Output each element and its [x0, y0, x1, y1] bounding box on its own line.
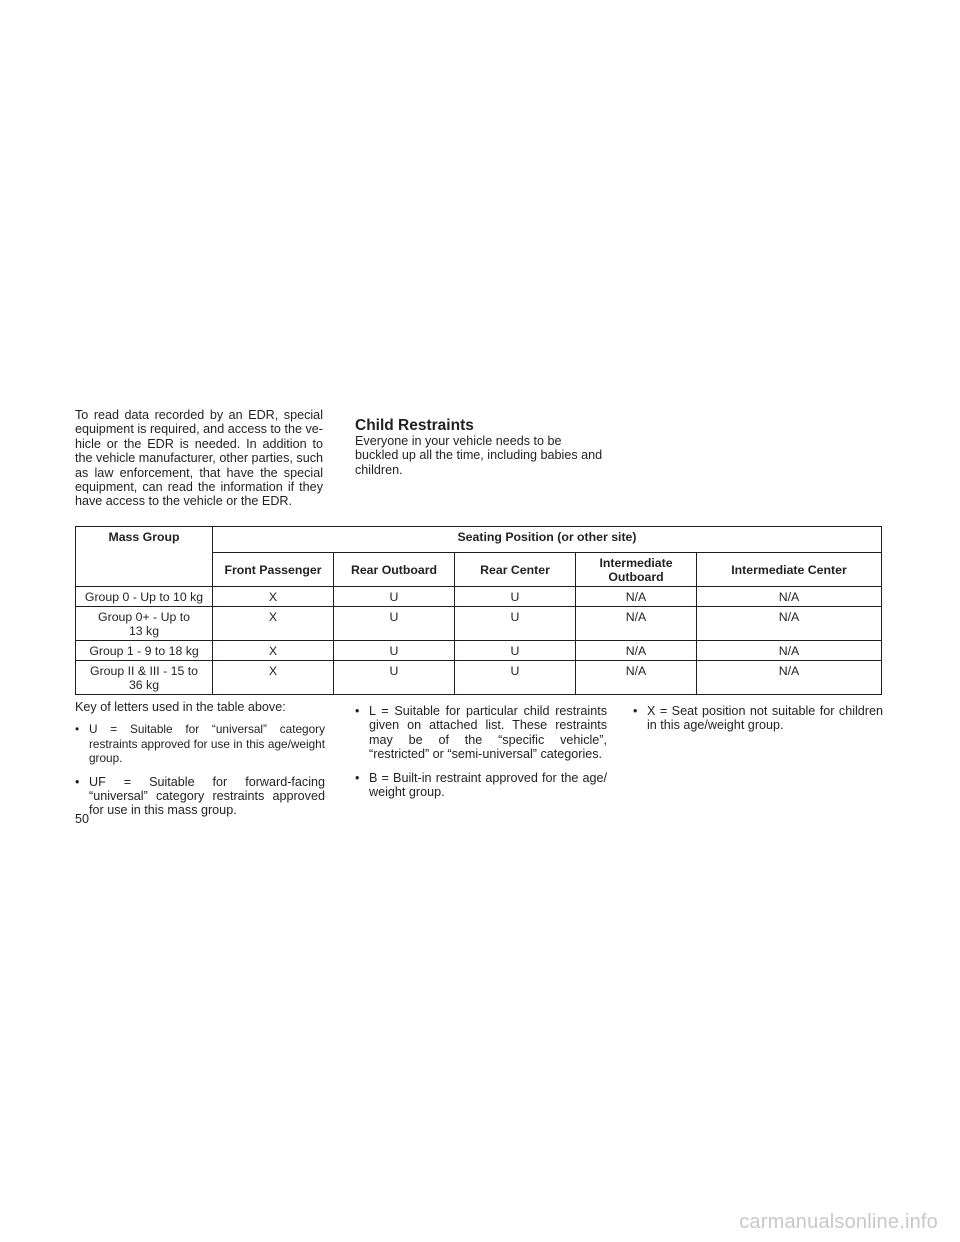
column-header: Intermediate Outboard [576, 553, 697, 587]
key-item-l [355, 704, 607, 762]
mass-group-cell: Group 0+ - Up to 13 kg [76, 607, 213, 641]
table-cell: X [213, 641, 334, 661]
table-cell: U [334, 661, 455, 695]
key-item-text: X = Seat position not suitable for children in this age/weight group. [647, 704, 883, 733]
column-header: Rear Outboard [334, 553, 455, 587]
mass-group-cell: Group 0 - Up to 10 kg [76, 587, 213, 607]
table-cell: U [334, 587, 455, 607]
key-column-3 [633, 704, 883, 742]
key-item-b [355, 771, 607, 800]
key-title: Key of letters used in the table above: [75, 700, 286, 714]
table-cell: X [213, 607, 334, 641]
key-item-x [633, 704, 883, 733]
mass-group-cell: Group II & III - 15 to 36 kg [76, 661, 213, 695]
key-item-uf [75, 775, 325, 818]
child-restraints-section [355, 418, 605, 477]
mass-group-cell: Group 1 - 9 to 18 kg [76, 641, 213, 661]
table-cell: U [334, 607, 455, 641]
table-cell: U [334, 641, 455, 661]
table-cell: U [455, 607, 576, 641]
mass-group-header: Mass Group [76, 527, 213, 587]
table-cell: N/A [576, 661, 697, 695]
bullet-icon: • [75, 722, 80, 737]
edr-paragraph: To read data recorded by an EDR, special equipment is required, and access to the ve-hicle or the EDR is needed. In addition to the vehicle manufacturer, other parties, such as law enforcement, that have the special equipment, can read the information if they have access to the vehicle or the EDR. [75, 408, 323, 509]
key-item-u [75, 722, 325, 765]
bullet-icon: • [355, 770, 360, 785]
table-row [76, 607, 882, 641]
bullet-icon: • [75, 774, 80, 789]
column-header: Rear Center [455, 553, 576, 587]
child-restraint-table [75, 526, 882, 695]
column-header: Intermediate Center [697, 553, 882, 587]
section-intro: Everyone in your vehicle needs to be buckled up all the time, including babies and children. [355, 434, 603, 477]
table-cell: U [455, 661, 576, 695]
page-number: 50 [75, 812, 90, 826]
table-cell: N/A [697, 641, 882, 661]
table-cell: X [213, 661, 334, 695]
edr-paragraph-column [75, 408, 323, 509]
bullet-icon: • [633, 704, 638, 718]
key-column-2 [355, 704, 607, 808]
key-item-text: UF = Suitable for forward-facing “universal” category restraints approved for use in this mass group. [89, 774, 325, 818]
bullet-icon: • [355, 704, 360, 718]
table-cell: N/A [697, 607, 882, 641]
column-header: Front Passenger [213, 553, 334, 587]
table-cell: N/A [697, 587, 882, 607]
section-heading: Child Restraints [355, 417, 474, 434]
seating-position-header: Seating Position (or other site) [213, 527, 882, 553]
table-cell: N/A [697, 661, 882, 695]
key-column-1 [75, 700, 325, 827]
table-row [76, 661, 882, 695]
table-cell: U [455, 587, 576, 607]
table-cell: U [455, 641, 576, 661]
key-item-text: B = Built-in restraint approved for the age/ weight group. [369, 770, 607, 800]
table-cell: N/A [576, 587, 697, 607]
table-cell: N/A [576, 607, 697, 641]
table-row [76, 641, 882, 661]
watermark-link[interactable]: carmanualsonline.info [739, 1211, 938, 1233]
key-item-text: L = Suitable for particular child restraints given on attached list. These restraints may be of the “specific vehicle”, “restricted” or “semi-universal” categories. [369, 704, 607, 762]
table-row [76, 587, 882, 607]
key-item-text: U = Suitable for “universal” category restraints approved for use in this age/weight group. [89, 722, 325, 766]
table-cell: X [213, 587, 334, 607]
table-cell: N/A [576, 641, 697, 661]
